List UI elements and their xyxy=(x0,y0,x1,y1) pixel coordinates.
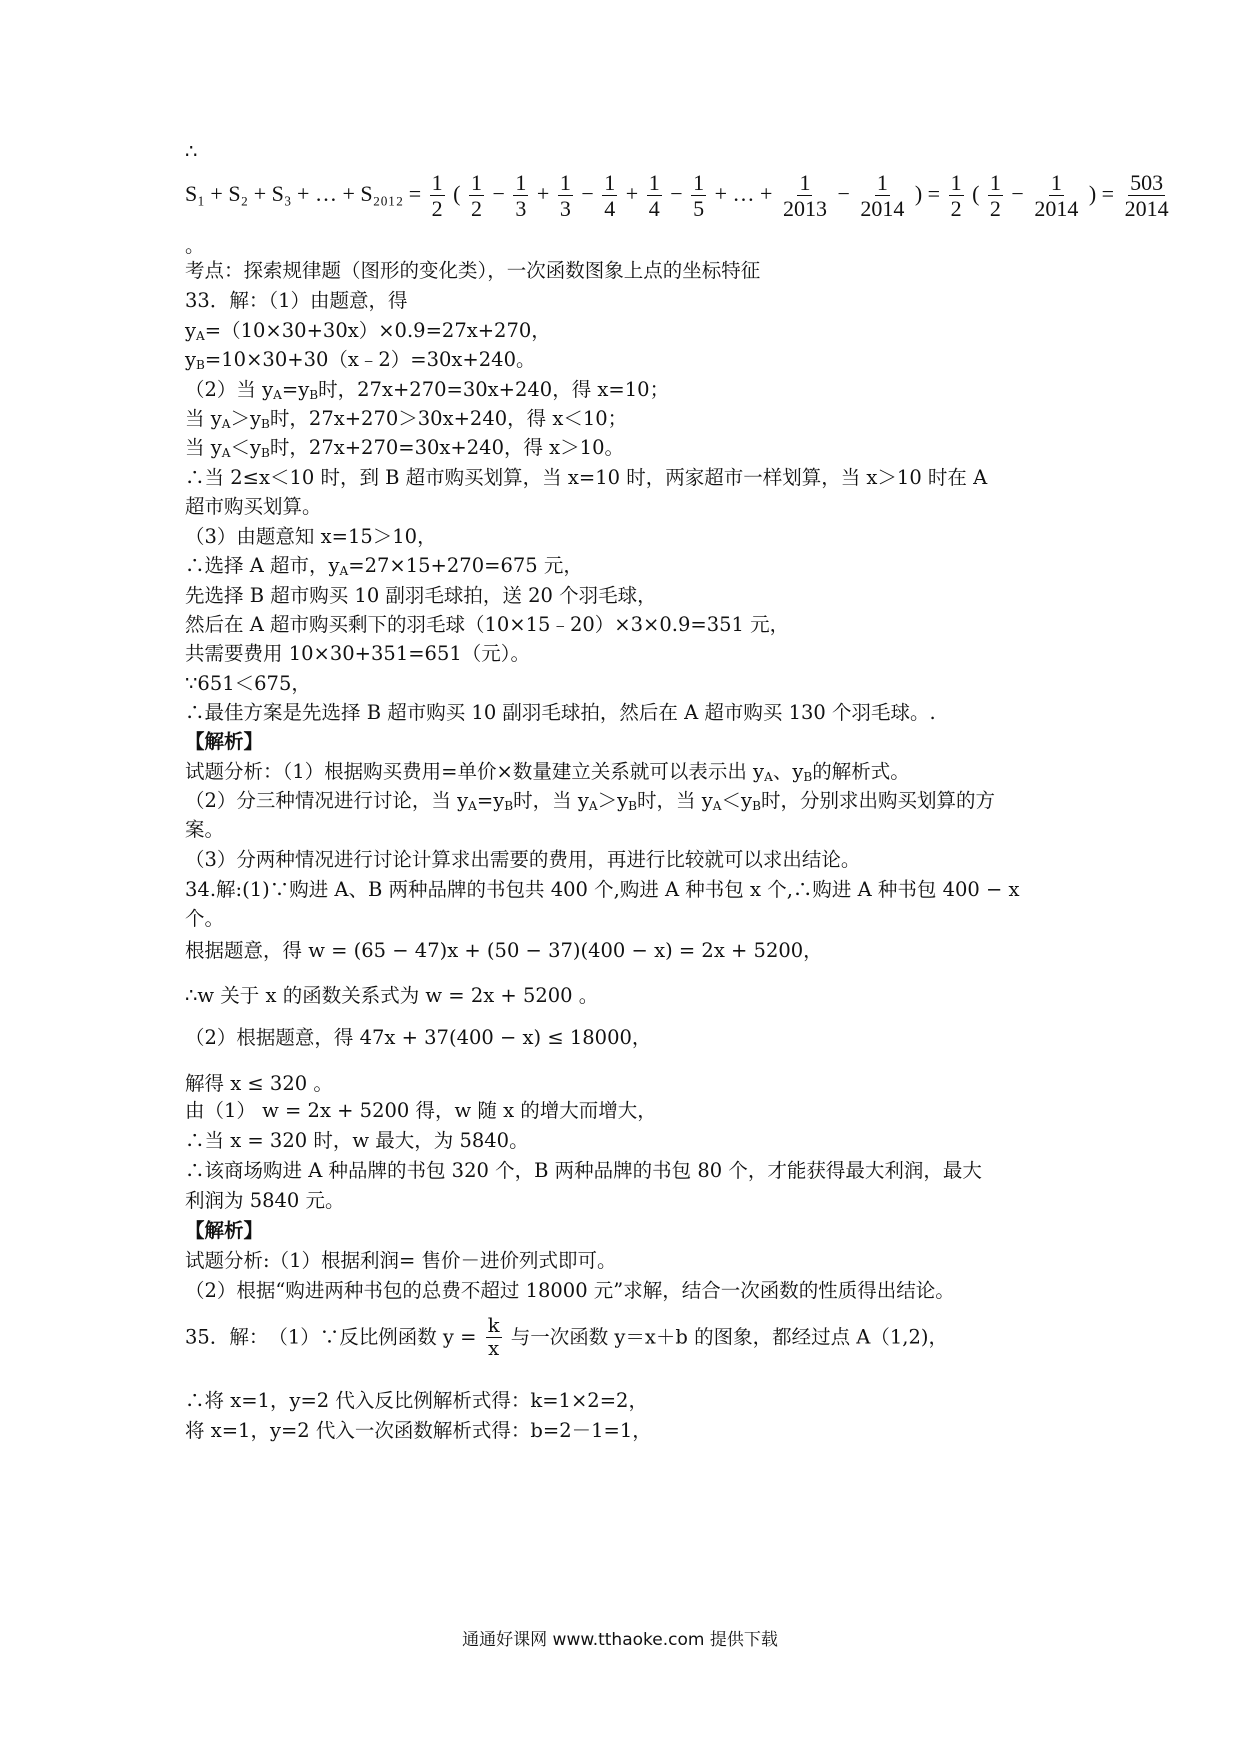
solution-line: 根据题意，得 w = (65 − 47)x + (50 − 37)(400 − x) = 2x + 5200， xyxy=(185,939,823,962)
solution-line: 超市购买划算。 xyxy=(185,495,322,518)
fraction-numerator: 1 xyxy=(876,170,888,195)
term-fraction xyxy=(781,170,829,222)
solution-line: 解得 x ≤ 320 。 xyxy=(185,1072,333,1095)
fraction-numerator: 1 xyxy=(559,170,571,195)
term-fraction xyxy=(691,170,706,222)
fraction-numerator: 1 xyxy=(950,170,962,195)
solution-line: ∵651＜675， xyxy=(185,672,311,695)
solution-line: 然后在 A 超市购买剩下的羽毛球（10×15﹣20）×3×0.9=351 元， xyxy=(185,613,790,636)
solution-line: 案。 xyxy=(185,818,225,841)
operator: + xyxy=(620,180,644,206)
fraction-numerator: 1 xyxy=(515,170,527,195)
result-fraction xyxy=(1123,170,1171,222)
tail-line: ∴将 x=1，y=2 代入反比例解析式得：k=1×2=2， xyxy=(185,1389,648,1412)
fraction-denominator: 2 xyxy=(431,196,443,222)
fraction-denominator: 2014 xyxy=(1034,196,1079,222)
fraction-denominator: 2 xyxy=(950,196,962,222)
kaodian-line: 考点：探索规律题（图形的变化类），一次函数图象上点的坐标特征 xyxy=(185,259,761,282)
q35-suffix: 与一次函数 y＝x＋b 的图象，都经过点 A（1,2)， xyxy=(510,1325,949,1349)
fraction-denominator: 2013 xyxy=(782,196,827,222)
solution-line: 当 $y_A>y_B$时，27x+270＞30x+240，得 x＜10； xyxy=(185,407,628,432)
term-fraction xyxy=(988,170,1003,222)
solution-line: 共需要费用 10×30+351=651（元）。 xyxy=(185,642,531,665)
solution-line: （2）根据题意，得 47x + 37(400 − x) ≤ 18000， xyxy=(185,1026,652,1049)
fraction-numerator: 1 xyxy=(648,170,660,195)
fraction-numerator: 1 xyxy=(693,170,705,195)
paren: ) = xyxy=(909,180,946,206)
operator: + … + xyxy=(709,180,778,206)
section-header: 【解析】 xyxy=(185,730,264,753)
solution-line: 34.解:(1)∵购进 A、B 两种品牌的书包共 400 个,购进 A 种书包 x 个,∴购进 A 种书包 400 − x xyxy=(185,878,1020,901)
fraction-numerator: 1 xyxy=(471,170,482,195)
paren: ( xyxy=(447,180,466,206)
term-fraction xyxy=(513,170,528,222)
solution-line: ∴当 2≤x＜10 时，到 B 超市购买划算，当 x=10 时，两家超市一样划算，当 x＞10 时在 A xyxy=(185,466,988,489)
half-fraction xyxy=(949,170,964,222)
operator: − xyxy=(831,180,856,206)
operator: − xyxy=(664,180,689,206)
fraction-denominator: 2014 xyxy=(1124,196,1169,222)
solution-line: ∴该商场购进 A 种品牌的书包 320 个，B 两种品牌的书包 80 个，才能获得最大利润，最大 xyxy=(185,1159,982,1182)
solution-line: $y_A=(10\times 30+30x)\times 0.9=27x+270$， xyxy=(185,319,551,344)
therefore-symbol: ∴ xyxy=(185,140,198,163)
fraction-numerator: 1 xyxy=(431,170,443,195)
fraction-denominator: 4 xyxy=(604,196,616,222)
term-fraction xyxy=(558,170,573,222)
paren: ( xyxy=(966,180,985,206)
term-fraction xyxy=(602,170,617,222)
fraction-denominator: x xyxy=(488,1337,500,1361)
term-fraction xyxy=(469,170,484,222)
solution-line: ∴当 x = 320 时，w 最大，为 5840。 xyxy=(185,1129,529,1152)
fraction-numerator: k xyxy=(487,1314,500,1337)
operator: − xyxy=(487,180,511,206)
operator: − xyxy=(575,180,600,206)
solution-line: （2）根据“购进两种书包的总费不超过 18000 元”求解，结合一次函数的性质得出结论。 xyxy=(185,1279,955,1302)
period-mark: 。 xyxy=(185,234,205,257)
question-35-line xyxy=(185,1315,948,1361)
paren: ) = xyxy=(1083,180,1120,206)
solution-line: 试题分析:（1）根据利润= 售价－进价列式即可。 xyxy=(185,1249,617,1272)
fraction-numerator: 503 xyxy=(1130,170,1164,195)
operator: + xyxy=(531,180,555,206)
solution-line: 个。 xyxy=(185,907,225,930)
fraction-denominator: 2 xyxy=(989,196,1001,222)
tail-line: 将 x=1，y=2 代入一次函数解析式得：b=2－1=1， xyxy=(185,1419,652,1442)
solution-line: ∴最佳方案是先选择 B 超市购买 10 副羽毛球拍，然后在 A 超市购买 130 个羽毛球。. xyxy=(185,701,936,724)
term-fraction xyxy=(1032,170,1080,222)
q35-prefix: 35．解： （1）∵反比例函数 y = xyxy=(185,1325,477,1349)
solution-line: 当 $y_A<y_B$时，27x+270=30x+240，得 x＞10。 xyxy=(185,436,624,461)
fraction-denominator: 5 xyxy=(693,196,705,222)
solution-line: ∴选择 A 超市，$y_A=27\times 15+270=675$ 元， xyxy=(185,554,583,579)
fraction-numerator: 1 xyxy=(1050,170,1062,195)
solution-line: 利润为 5840 元。 xyxy=(185,1189,345,1212)
solution-line: （3）分两种情况进行讨论计算求出需要的费用，再进行比较就可以求出结论。 xyxy=(185,848,861,871)
footer-source: 通通好课网 www.tthaoke.com 提供下载 xyxy=(462,1630,778,1650)
solution-line: 由（1） w = 2x + 5200 得，w 随 x 的增大而增大， xyxy=(185,1099,657,1122)
solution-line: 33．解：（1）由题意，得 xyxy=(185,289,408,312)
solution-line: （2）分三种情况进行讨论，当 $y_A=y_B$时，当 $y_A>y_B$时，当 $y_A<y_B$时，分别求出购买划算的方 xyxy=(185,789,995,814)
operator: − xyxy=(1005,180,1030,206)
fraction-denominator: 2014 xyxy=(860,196,905,222)
fraction-numerator: 1 xyxy=(799,170,811,195)
solution-line: （3）由题意知 x=15＞10， xyxy=(185,525,437,548)
sum-lhs: S₁ + S₂ + S₃ + … + S₂₀₁₂ = xyxy=(185,180,427,206)
fraction-denominator: 2 xyxy=(471,196,482,222)
fraction-numerator: 1 xyxy=(604,170,616,195)
fraction-numerator: 1 xyxy=(989,170,1001,195)
solution-line: $y_B=10\times 30+30(x﹣2)=30x+240$。 xyxy=(185,348,536,373)
solution-line: 先选择 B 超市购买 10 副羽毛球拍，送 20 个羽毛球， xyxy=(185,584,657,607)
fraction-denominator: 4 xyxy=(648,196,660,222)
k-over-x-fraction xyxy=(486,1315,502,1361)
term-fraction xyxy=(858,170,906,222)
solution-line: ∴w 关于 x 的函数关系式为 w = 2x + 5200 。 xyxy=(185,984,599,1007)
solution-line: （2）当 $y_A=y_B$时，27x+270=30x+240，得 x=10； xyxy=(185,378,670,403)
section-header: 【解析】 xyxy=(185,1219,264,1242)
fraction-denominator: 3 xyxy=(559,196,571,222)
half-fraction xyxy=(430,170,445,222)
fraction-denominator: 3 xyxy=(515,196,527,222)
solution-line: 试题分析：（1）根据购买费用=单价×数量建立关系就可以表示出 $y_A$、$y_B$的解析式。 xyxy=(185,760,910,785)
term-fraction xyxy=(647,170,662,222)
sum-formula xyxy=(185,170,1174,222)
